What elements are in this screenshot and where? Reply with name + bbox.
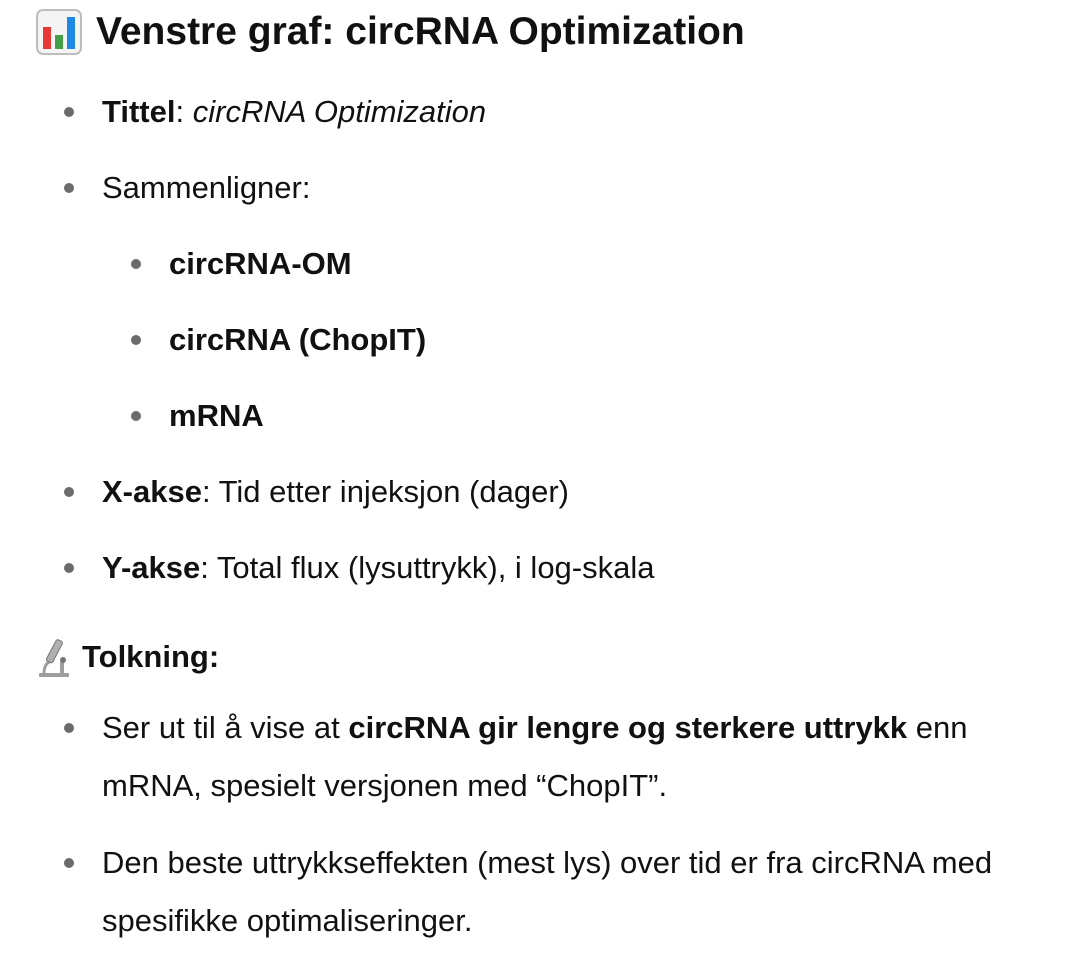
list-item-title: [102, 83, 486, 141]
bullet-icon: [64, 183, 74, 193]
compare-item: circRNA (ChopIT): [169, 322, 427, 357]
point-1-text-start: Ser ut til å vise at: [102, 710, 349, 745]
list-item-mrna: [169, 387, 264, 445]
point-1-text-bold: circRNA gir lengre og sterkere uttrykk: [348, 710, 908, 745]
point-2-text: Den beste uttrykkseffekten (mest lys) over tid er fra circRNA med spesifikke optimaliseringer.: [102, 845, 993, 938]
bullet-icon: [131, 335, 141, 345]
point-1-text-end: enn mRNA, spesielt versjonen med “ChopIT”.: [102, 710, 968, 803]
x-axis-label: X-akse: [102, 474, 202, 509]
bullet-icon: [64, 563, 74, 573]
list-item-circrna-chopit: [169, 311, 426, 369]
interpretation-heading-text: Tolkning:: [82, 639, 220, 674]
bar-chart-icon: [36, 9, 82, 55]
list-item-x-axis: [102, 463, 569, 521]
section-heading-text: Venstre graf: circRNA Optimization: [96, 10, 745, 53]
y-axis-value: : Total flux (lysuttrykk), i log-skala: [200, 550, 655, 585]
bullet-icon: [64, 723, 74, 733]
list-item-compares: [102, 159, 310, 217]
compares-label: Sammenligner:: [102, 170, 311, 205]
x-axis-value: : Tid etter injeksjon (dager): [201, 474, 569, 509]
section-heading: [36, 6, 745, 58]
title-separator: :: [175, 94, 193, 129]
title-value: circRNA Optimization: [192, 94, 487, 129]
y-axis-label: Y-akse: [102, 550, 201, 585]
interpretation-point-1: [102, 699, 1032, 815]
list-item-circrna-om: [169, 235, 352, 293]
compare-item: mRNA: [169, 398, 264, 433]
bullet-icon: [131, 411, 141, 421]
interpretation-heading: [36, 632, 219, 682]
bullet-icon: [64, 107, 74, 117]
title-label: Tittel: [102, 94, 176, 129]
bullet-icon: [64, 487, 74, 497]
bullet-icon: [64, 858, 74, 868]
list-item-y-axis: [102, 539, 655, 597]
compare-item: circRNA-OM: [169, 246, 352, 281]
microscope-icon: [36, 636, 72, 678]
interpretation-point-2: [102, 834, 1032, 950]
bullet-icon: [131, 259, 141, 269]
